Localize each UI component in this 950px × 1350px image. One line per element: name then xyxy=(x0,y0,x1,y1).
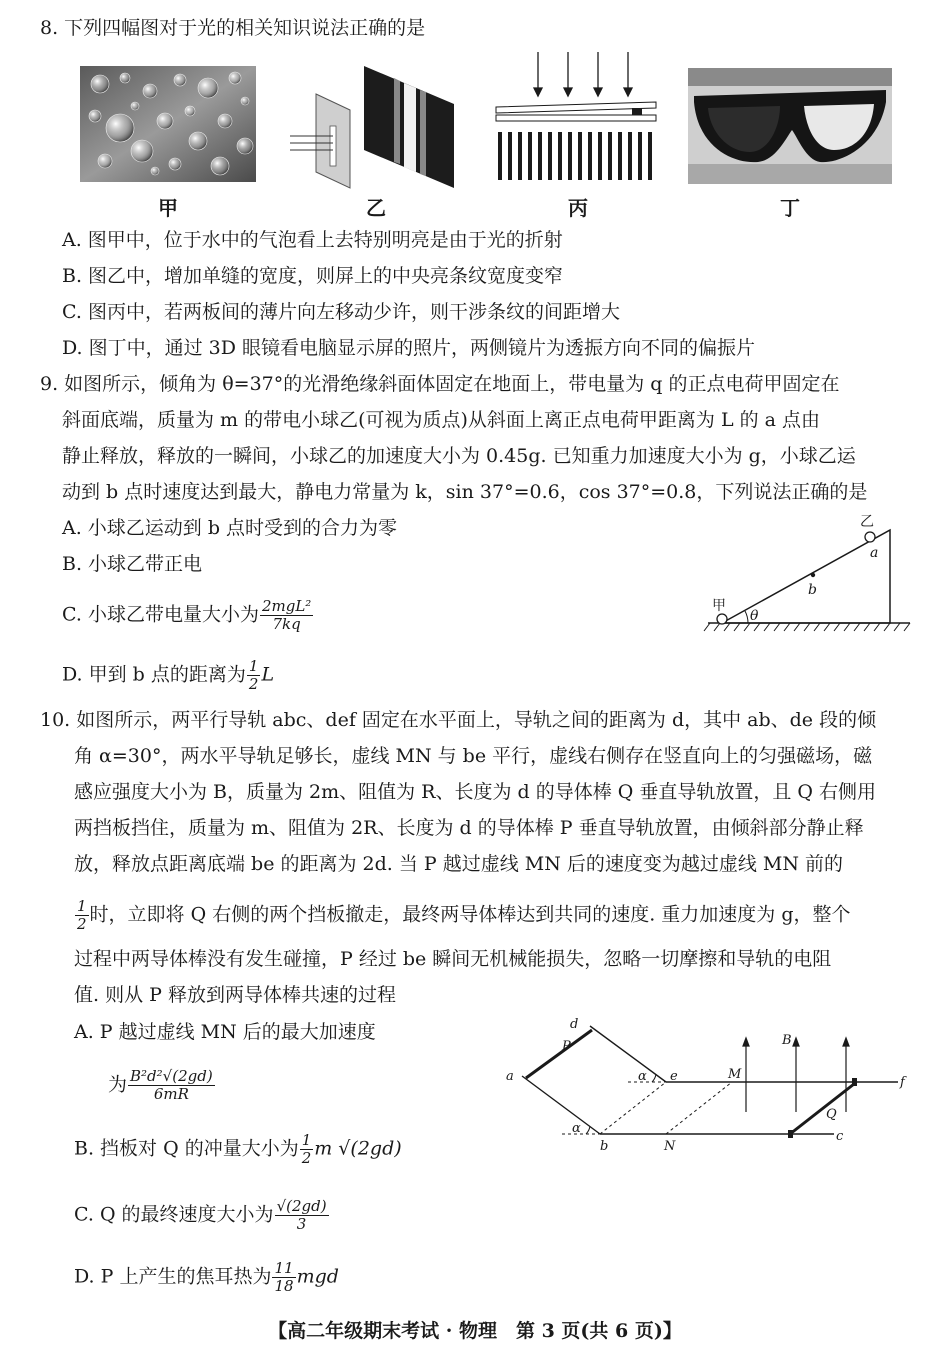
label-e: e xyxy=(670,1069,678,1084)
q10-option-c-fraction xyxy=(275,1198,329,1233)
rod-p xyxy=(526,1030,592,1078)
q9-option-c-fraction xyxy=(260,598,313,633)
q10-option-d-text: D. P 上产生的焦耳热为 xyxy=(74,1265,272,1288)
label-n: N xyxy=(664,1139,676,1154)
charge-jia xyxy=(717,614,727,624)
q9-stem-line2: 斜面底端，质量为 m 的带电小球乙(可视为质点)从斜面上离正点电荷甲距离为 L 的 a 点由 xyxy=(62,409,821,431)
q8-stem: 8. 下列四幅图对于光的相关知识说法正确的是 xyxy=(40,17,426,39)
figure-bing-wedge-interference xyxy=(494,50,660,186)
q10-half-denominator: 2 xyxy=(77,915,87,933)
label-theta: θ xyxy=(750,608,759,624)
label-field-b: B xyxy=(782,1033,792,1048)
q9-option-d xyxy=(62,658,274,693)
q10-stem-line6 xyxy=(74,898,851,933)
dashed-be xyxy=(600,1082,666,1134)
q10-option-b-text: B. 挡板对 Q 的冲量大小为 xyxy=(74,1137,299,1160)
q8-option-c: C. 图丙中，若两板间的薄片向左移动少许，则干涉条纹的间距增大 xyxy=(62,301,620,323)
label-alpha-bottom: α xyxy=(572,1121,581,1136)
q10-option-b-numerator: 1 xyxy=(301,1131,312,1149)
figure-ding-3d-glasses xyxy=(688,68,892,184)
incline-body xyxy=(722,530,890,623)
q10-option-c-text: C. Q 的最终速度大小为 xyxy=(74,1203,274,1226)
label-c: c xyxy=(836,1129,844,1144)
rail-ab xyxy=(522,1076,600,1134)
label-m: M xyxy=(728,1067,742,1082)
q9-option-c-denominator: 7kq xyxy=(272,615,301,633)
q10-half-fraction xyxy=(75,898,89,933)
caption-jia: 甲 xyxy=(158,196,178,220)
q9-option-c-numerator: 2mgL² xyxy=(261,597,312,615)
q9-option-c-text: C. 小球乙带电量大小为 xyxy=(62,603,259,626)
label-a: a xyxy=(506,1069,514,1084)
q9-option-d-text: D. 甲到 b 点的距离为 xyxy=(62,663,246,686)
figure-jia-bubbles xyxy=(80,66,256,182)
q9-option-a: A. 小球乙运动到 b 点时受到的合力为零 xyxy=(62,517,398,539)
q10-stem-line2: 角 α=30°，两水平导轨足够长，虚线 MN 与 be 平行，虚线右侧存在竖直向上的匀强磁场，磁 xyxy=(74,745,873,767)
stopper-1 xyxy=(852,1078,857,1086)
q10-stem-line5: 放，释放点距离底端 be 的距离为 2d. 当 P 越过虚线 MN 后的速度变为越过虚线 MN 前的 xyxy=(74,853,844,875)
q10-option-a-prefix: 为 xyxy=(108,1073,128,1096)
ball-yi xyxy=(865,532,875,542)
point-b-dot xyxy=(811,573,815,577)
q10-option-c xyxy=(74,1198,330,1233)
label-p: P xyxy=(562,1039,571,1054)
q9-incline-figure xyxy=(700,510,915,638)
label-b: b xyxy=(600,1139,609,1154)
q10-option-a-numerator: B²d²√(2gd) xyxy=(130,1067,213,1085)
q10-option-d-tail: mgd xyxy=(296,1265,339,1288)
label-yi: 乙 xyxy=(860,514,874,530)
label-jia: 甲 xyxy=(712,598,726,614)
q10-rails-figure xyxy=(500,1014,920,1158)
page-footer: 【高二年级期末考试 · 物理 第 3 页(共 6 页)】 xyxy=(268,1320,682,1342)
q8-option-a: A. 图甲中，位于水中的气泡看上去特别明亮是由于光的折射 xyxy=(62,229,563,251)
rail-de xyxy=(590,1026,666,1082)
caption-yi: 乙 xyxy=(366,196,386,220)
q8-option-d: D. 图丁中，通过 3D 眼镜看电脑显示屏的照片，两侧镜片为透振方向不同的偏振片 xyxy=(62,337,756,359)
q10-stem-line1: 10. 如图所示，两平行导轨 abc、def 固定在水平面上，导轨之间的距离为 d，其中 ab、de 段的倾 xyxy=(40,709,877,731)
q10-option-b-denominator: 2 xyxy=(301,1149,312,1167)
q10-half-numerator: 1 xyxy=(77,897,87,915)
caption-bing: 丙 xyxy=(568,196,588,220)
dashed-mn xyxy=(666,1082,732,1134)
q10-option-a-line2 xyxy=(108,1068,216,1103)
q10-option-b xyxy=(74,1132,402,1167)
figure-yi-single-slit xyxy=(288,66,464,190)
label-d: d xyxy=(570,1017,579,1032)
label-f: f xyxy=(900,1075,905,1090)
q10-option-d xyxy=(74,1260,339,1295)
q10-option-c-denominator: 3 xyxy=(296,1215,307,1233)
label-a: a xyxy=(870,545,879,561)
q10-option-b-fraction xyxy=(300,1132,314,1167)
q9-option-d-fraction xyxy=(247,658,261,693)
q9-stem-line3: 静止释放，释放的一瞬间，小球乙的加速度大小为 0.45g. 已知重力加速度大小为 g，小球乙运 xyxy=(62,445,856,467)
q8-option-b: B. 图乙中，增加单缝的宽度，则屏上的中央亮条纹宽度变窄 xyxy=(62,265,564,287)
q9-option-d-numerator: 1 xyxy=(248,657,259,675)
q10-option-b-tail: m √(2gd) xyxy=(314,1137,402,1160)
rod-q xyxy=(790,1084,854,1134)
label-b: b xyxy=(808,582,817,598)
label-q: Q xyxy=(826,1107,837,1122)
caption-ding: 丁 xyxy=(780,196,800,220)
angle-alpha-bottom xyxy=(586,1126,590,1134)
q9-option-b: B. 小球乙带正电 xyxy=(62,553,203,575)
q10-option-a-line1: A. P 越过虚线 MN 后的最大加速度 xyxy=(74,1021,376,1043)
q9-option-d-tail: L xyxy=(261,663,275,686)
q10-stem-line3: 感应强度大小为 B，质量为 2m、阻值为 R、长度为 d 的导体棒 Q 垂直导轨放置，且 Q 右侧用 xyxy=(74,781,877,803)
angle-alpha-top xyxy=(652,1074,656,1082)
q10-option-d-fraction xyxy=(272,1260,295,1295)
q9-option-d-denominator: 2 xyxy=(248,675,259,693)
q9-stem-line4: 动到 b 点时速度达到最大，静电力常量为 k，sin 37°=0.6，cos 37°=0.8，下列说法正确的是 xyxy=(62,481,868,503)
q10-stem-line8: 值. 则从 P 释放到两导体棒共速的过程 xyxy=(74,984,396,1006)
q10-stem-line4: 两挡板挡住，质量为 m、阻值为 2R、长度为 d 的导体棒 P 垂直导轨放置，由倾斜部分静止释 xyxy=(74,817,864,839)
q9-stem-line1: 9. 如图所示，倾角为 θ=37°的光滑绝缘斜面体固定在地面上，带电量为 q 的正点电荷甲固定在 xyxy=(40,373,840,395)
q9-option-c xyxy=(62,598,314,633)
stopper-2 xyxy=(788,1130,793,1138)
q10-option-d-denominator: 18 xyxy=(274,1277,294,1295)
angle-arc xyxy=(745,611,748,623)
q10-option-c-numerator: √(2gd) xyxy=(276,1197,327,1215)
label-alpha-top: α xyxy=(638,1069,647,1084)
q10-stem-line6-text: 时，立即将 Q 右侧的两个挡板撤走，最终两导体棒达到共同的速度. 重力加速度为 g，整个 xyxy=(89,903,851,926)
q10-option-a-denominator: 6mR xyxy=(153,1085,189,1103)
q10-option-d-numerator: 11 xyxy=(274,1259,294,1277)
q10-option-a-fraction xyxy=(128,1068,215,1103)
q10-stem-line7: 过程中两导体棒没有发生碰撞，P 经过 be 瞬间无机械能损失，忽略一切摩擦和导轨的电阻 xyxy=(74,948,832,970)
